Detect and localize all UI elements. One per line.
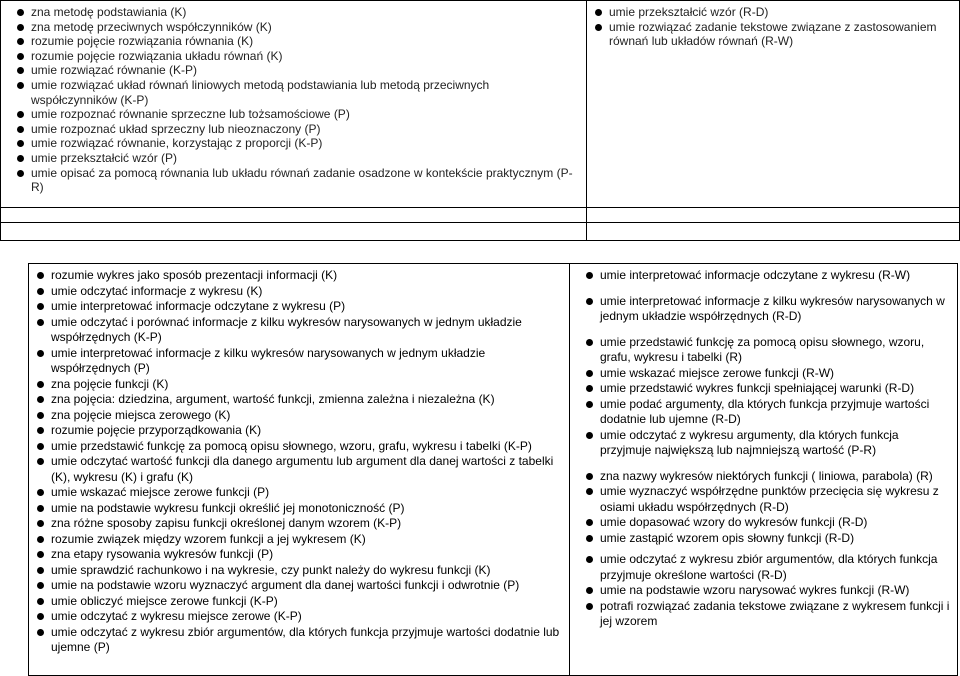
list-item: umie odczytać z wykresu zbiór argumentów, dla których funkcja przyjmuje określone wartości (R-D) — [582, 552, 951, 583]
empty-cell — [587, 208, 960, 223]
empty-cell — [587, 223, 960, 241]
list-item: umie dopasować wzory do wykresów funkcji (R-D) — [582, 515, 951, 531]
top-table — [0, 0, 960, 241]
bottom-right-list — [582, 268, 951, 630]
list-item: umie interpretować informacje z kilku wykresów narysowanych w jednym układzie współrzędnych (R-D) — [582, 294, 951, 325]
list-item: umie rozwiązać równanie (K-P) — [13, 63, 578, 78]
list-item: umie odczytać wartość funkcji dla danego argumentu lub argument dla danej wartości z tabelki (K), wykresu (K) i grafu (K) — [33, 454, 561, 485]
list-item: umie przekształcić wzór (R-D) — [591, 5, 953, 20]
list-item: zna różne sposoby zapisu funkcji określonej danym wzorem (K-P) — [33, 516, 561, 532]
list-item: umie na podstawie wykresu funkcji określić jej monotoniczność (P) — [33, 501, 561, 517]
bottom-right-cell — [570, 264, 958, 676]
list-item: umie przekształcić wzór (P) — [13, 151, 578, 166]
top-right-list — [591, 5, 953, 49]
list-item: umie odczytać z wykresu miejsce zerowe (K-P) — [33, 609, 561, 625]
list-item: umie wyznaczyć współrzędne punktów przecięcia się wykresu z osiami układu współrzędnych (R-D) — [582, 484, 951, 515]
list-item: umie wskazać miejsce zerowe funkcji (R-W) — [582, 366, 951, 382]
list-item: umie rozpoznać równanie sprzeczne lub tożsamościowe (P) — [13, 107, 578, 122]
empty-cell — [1, 208, 587, 223]
bottom-left-cell — [29, 264, 570, 676]
list-item: umie opisać za pomocą równania lub układu równań zadanie osadzone w kontekście praktycznym (P-R) — [13, 166, 578, 195]
list-item: umie sprawdzić rachunkowo i na wykresie, czy punkt należy do wykresu funkcji (K) — [33, 563, 561, 579]
list-item: rozumie związek między wzorem funkcji a jej wykresem (K) — [33, 532, 561, 548]
list-item: potrafi rozwiązać zadania tekstowe związane z wykresem funkcji i jej wzorem — [582, 599, 951, 630]
list-item: umie interpretować informacje odczytane z wykresu (R-W) — [582, 268, 951, 284]
list-item: umie rozwiązać zadanie tekstowe związane z zastosowaniem równań lub układów równań (R-W) — [591, 20, 953, 49]
list-item: rozumie pojęcie rozwiązania równania (K) — [13, 34, 578, 49]
list-item: umie odczytać z wykresu zbiór argumentów, dla których funkcja przyjmuje wartości dodatnie lub ujemne (P) — [33, 625, 561, 656]
list-item: zna etapy rysowania wykresów funkcji (P) — [33, 547, 561, 563]
list-item: umie odczytać informacje z wykresu (K) — [33, 284, 561, 300]
top-right-cell — [587, 1, 960, 208]
bottom-left-list — [33, 268, 561, 656]
list-item: zna metodę przeciwnych współczynników (K) — [13, 20, 578, 35]
list-item: umie odczytać z wykresu argumenty, dla których funkcja przyjmuje największą lub najmniejszą wartość (P-R) — [582, 428, 951, 459]
list-item: umie rozwiązać równanie, korzystając z proporcji (K-P) — [13, 136, 578, 151]
list-item: umie na podstawie wzoru wyznaczyć argument dla danej wartości funkcji i odwrotnie (P) — [33, 578, 561, 594]
list-item: umie przedstawić wykres funkcji spełniającej warunki (R-D) — [582, 381, 951, 397]
list-item: umie interpretować informacje z kilku wykresów narysowanych w jednym układzie współrzędnych (P) — [33, 346, 561, 377]
list-item: rozumie pojęcie przyporządkowania (K) — [33, 423, 561, 439]
list-item: rozumie pojęcie rozwiązania układu równań (K) — [13, 49, 578, 64]
bottom-table — [28, 263, 958, 676]
list-item: umie zastąpić wzorem opis słowny funkcji (R-D) — [582, 531, 951, 547]
list-item: zna metodę podstawiania (K) — [13, 5, 578, 20]
list-item: umie rozwiązać układ równań liniowych metodą podstawiania lub metodą przeciwnych współczynników (K-P) — [13, 78, 578, 107]
list-item: umie wskazać miejsce zerowe funkcji (P) — [33, 485, 561, 501]
list-item: umie podać argumenty, dla których funkcja przyjmuje wartości dodatnie lub ujemne (R-D) — [582, 397, 951, 428]
list-item: umie interpretować informacje odczytane z wykresu (P) — [33, 299, 561, 315]
list-item: umie na podstawie wzoru narysować wykres funkcji (R-W) — [582, 583, 951, 599]
list-item: umie obliczyć miejsce zerowe funkcji (K-P) — [33, 594, 561, 610]
list-item: rozumie wykres jako sposób prezentacji informacji (K) — [33, 268, 561, 284]
top-left-cell — [1, 1, 587, 208]
list-item: zna pojęcia: dziedzina, argument, wartość funkcji, zmienna zależna i niezależna (K) — [33, 392, 561, 408]
empty-cell — [1, 223, 587, 241]
list-item: umie przedstawić funkcję za pomocą opisu słownego, wzoru, grafu, wykresu i tabelki (R) — [582, 335, 951, 366]
list-item: zna pojęcie miejsca zerowego (K) — [33, 408, 561, 424]
list-item: umie przedstawić funkcję za pomocą opisu słownego, wzoru, grafu, wykresu i tabelki (K-P) — [33, 439, 561, 455]
list-item: zna nazwy wykresów niektórych funkcji ( liniowa, parabola) (R) — [582, 469, 951, 485]
list-item: zna pojęcie funkcji (K) — [33, 377, 561, 393]
top-left-list — [13, 5, 578, 195]
list-item: umie rozpoznać układ sprzeczny lub nieoznaczony (P) — [13, 122, 578, 137]
list-item: umie odczytać i porównać informacje z kilku wykresów narysowanych w jednym układzie współrzędnych (K-P) — [33, 315, 561, 346]
